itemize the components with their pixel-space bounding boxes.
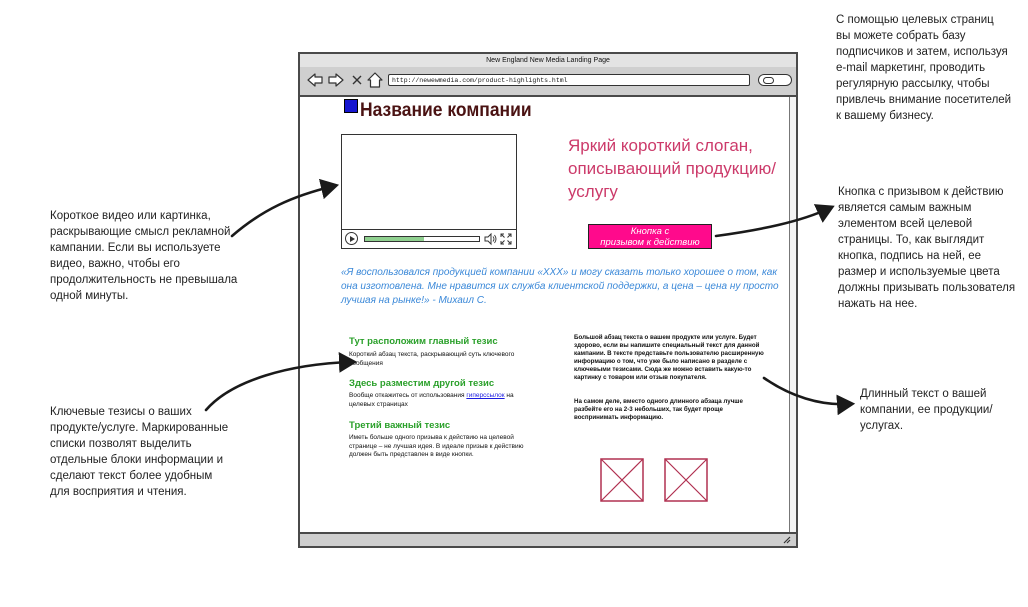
annotation-email-marketing: С помощью целевых страниц вы можете собрать базу подписчиков и затем, используя e-mail маркетинг, проводить регулярную рассылку, чтобы привлечь внимание посетителей к вашему бизнесу. [836,14,1012,122]
hyperlink[interactable]: гиперссылок [466,392,505,399]
company-name: Название компании [360,100,532,121]
arrow-to-video [232,186,334,236]
thesis-2-title: Здесь разместим другой тезис [349,378,495,389]
arrow-to-long-text [764,378,850,404]
thesis-1-title: Тут расположим главный тезис [349,336,498,347]
annotation-cta-button: Кнопка с призывом к действию является самым важным элементом всей целевой страницы. То, как выглядит кнопка, подпись на ней, ее размер и используемые цвета должны призывать пользователя нажать на нее. [838,186,1016,310]
annotation-key-theses: Ключевые тезисы о ваших продукте/услуге. Маркированные списки позволят выделить отдельные блоки информации и сделают текст более удобным для восприятия и чтения. [50,406,229,498]
thesis-2-text-after: на целевых страницах [349,392,514,408]
thesis-3-text: Иметь больше одного призыва к действию на целевой странице – не лучшая идея. В идеале призыв к действию должен быть представлен в виде кнопки. [349,434,524,458]
annotation-long-text: Длинный текст о вашей компании, ее продукции/ услугах. [860,388,993,432]
testimonial: «Я воспользовался продукцией компании «XXX» и могу сказать только хорошее о том, как она изготовлена. Мне нравится их служба клиентской поддержки, а цена – цена ну просто лучшая на рынке!» - Михаил С. [341,267,779,306]
thesis-1-text: Короткий абзац текста, раскрывающий суть ключевого сообщения [349,351,515,367]
window-title: New England New Media Landing Page [300,54,796,68]
address-bar[interactable]: http://newewmedia.com/product-highlights.html [388,74,750,86]
long-text-paragraph-2: На самом деле, вместо одного длинного абзаца лучше разбейте его на 2-3 небольших, так будет проще воспринимать информацию. [574,398,743,421]
cta-button[interactable]: Кнопка с призывом к действию [588,224,712,249]
arrow-to-cta [716,208,830,236]
thesis-3-title: Третий важный тезис [349,420,451,431]
slogan: Яркий короткий слоган, описывающий продукцию/услугу [568,136,776,201]
annotation-video: Короткое видео или картинка, раскрывающие смысл рекламной кампании. Если вы используете видео, важно, чтобы его продолжительность не превышала одной минуты. [50,210,238,302]
arrow-to-theses [206,362,352,410]
thesis-2-text-before: Вообще откажитесь от использования [349,392,467,399]
long-text-paragraph-1: Большой абзац текста о вашем продукте или услуге. Будет здорово, если вы напишите специальный текст для данной кампании. В тексте представьте пользователю расширенную информацию о том, что уже было написано в разделе с ключевыми тезисами. Сюда же можно вставить какую-то картинку с товаром или отзыв покупателя. [574,334,764,381]
